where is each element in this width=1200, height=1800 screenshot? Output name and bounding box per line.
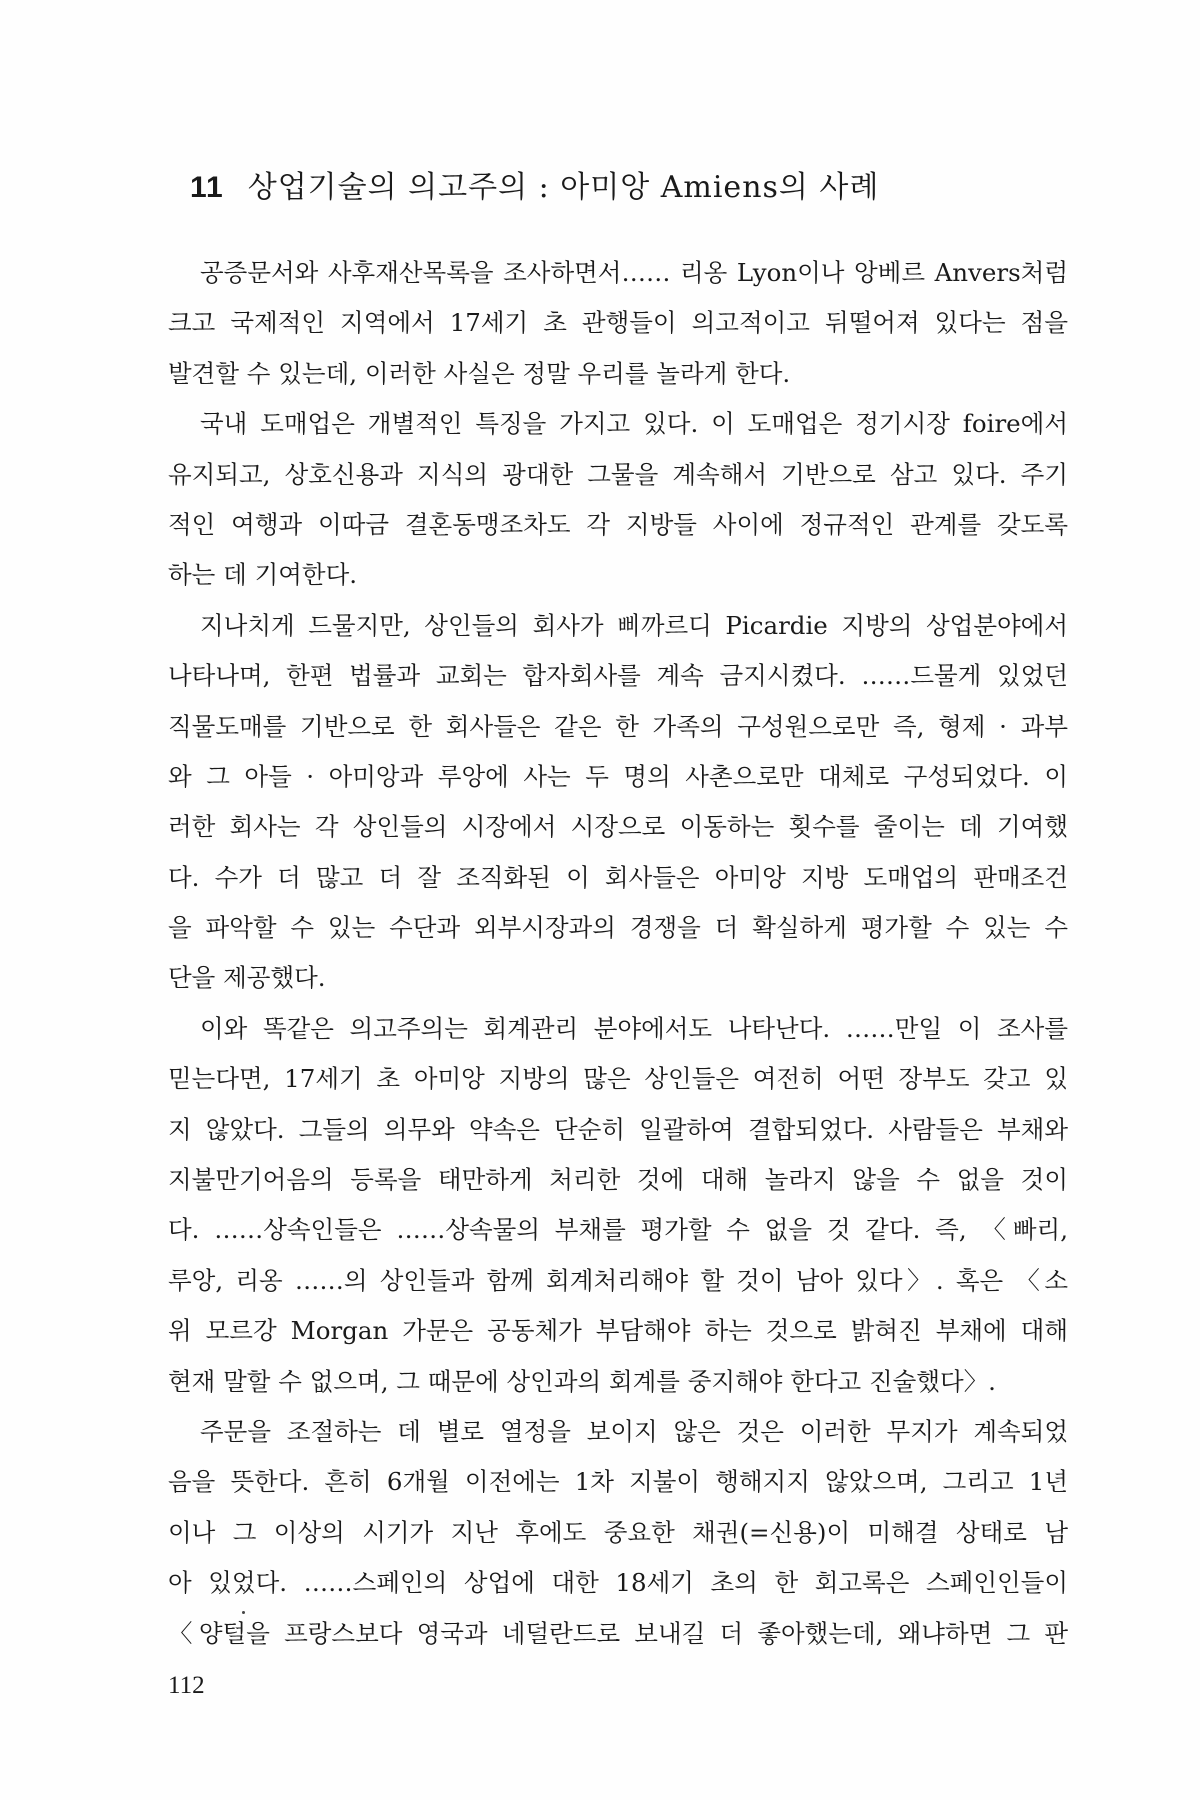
text-line: 적인 여행과 이따금 결혼동맹조차도 각 지방들 사이에 정규적인 관계를 갖도록 <box>168 509 1068 539</box>
text-line: 러한 회사는 각 상인들의 시장에서 시장으로 이동하는 횟수를 줄이는 데 기여했 <box>168 812 1068 842</box>
text-line: 지 않았다. 그들의 의무와 약속은 단순히 일괄하여 결합되었다. 사람들은 부채와 <box>168 1114 1068 1144</box>
chapter-title: 상업기술의 의고주의 : 아미앙 Amiens의 사례 <box>247 170 880 205</box>
text-line: 직물도매를 기반으로 한 회사들은 같은 한 가족의 구성원으로만 즉, 형제 · 과부 <box>168 711 1068 741</box>
text-line: 지나치게 드물지만, 상인들의 회사가 삐까르디 Picardie 지방의 상업분야에서 <box>200 610 1068 640</box>
text-line: 루앙, 리옹 ……의 상인들과 함께 회계처리해야 할 것이 남아 있다〉. 혹은 〈소 <box>168 1265 1068 1295</box>
text-line: 음을 뜻한다. 흔히 6개월 이전에는 1차 지불이 행해지지 않았으며, 그리고 1년 <box>168 1467 1068 1497</box>
page-number: 112 <box>168 1672 205 1699</box>
text-line: 와 그 아들 · 아미앙과 루앙에 사는 두 명의 사촌으로만 대체로 구성되었다. 이 <box>168 761 1068 791</box>
text-line: 을 파악할 수 있는 수단과 외부시장과의 경쟁을 더 확실하게 평가할 수 있는 수 <box>168 913 1068 943</box>
text-line: 지불만기어음의 등록을 태만하게 처리한 것에 대해 놀라지 않을 수 없을 것이 <box>168 1165 1068 1195</box>
text-line: 유지되고, 상호신용과 지식의 광대한 그물을 계속해서 기반으로 삼고 있다. 주기 <box>168 459 1068 489</box>
text-line: 공증문서와 사후재산목록을 조사하면서…… 리옹 Lyon이나 앙베르 Anvers처럼 <box>200 258 1068 287</box>
text-line: 다. ……상속인들은 ……상속물의 부채를 평가할 수 없을 것 같다. 즉, 〈빠리, <box>168 1215 1068 1245</box>
text-line: 믿는다면, 17세기 초 아미앙 지방의 많은 상인들은 여전히 어떤 장부도 갖고 있 <box>168 1064 1068 1094</box>
text-line: 크고 국제적인 지역에서 17세기 초 관행들이 의고적이고 뒤떨어져 있다는 점을 <box>168 308 1068 338</box>
text-line: 발견할 수 있는데, 이러한 사실은 정말 우리를 놀라게 한다. <box>168 358 791 388</box>
chapter-number: 11 <box>190 171 224 204</box>
scan-speck <box>242 1611 245 1614</box>
text-line: 단을 제공했다. <box>168 963 326 993</box>
text-line: 〈양털을 프랑스보다 영국과 네덜란드로 보내길 더 좋아했는데, 왜냐하면 그 판 <box>168 1618 1068 1648</box>
text-line: 이와 똑같은 의고주의는 회계관리 분야에서도 나타난다. ……만일 이 조사를 <box>200 1013 1068 1043</box>
text-line: 다. 수가 더 많고 더 잘 조직화된 이 회사들은 아미앙 지방 도매업의 판매조건 <box>168 862 1068 892</box>
text-line: 국내 도매업은 개별적인 특징을 가지고 있다. 이 도매업은 정기시장 foire에서 <box>200 409 1068 439</box>
text-line: 아 있었다. ……스페인의 상업에 대한 18세기 초의 한 회고록은 스페인인들이 <box>168 1568 1068 1598</box>
text-line: 주문을 조절하는 데 별로 열정을 보이지 않은 것은 이러한 무지가 계속되었 <box>200 1416 1068 1446</box>
text-line: 나타나며, 한편 법률과 교회는 합자회사를 계속 금지시켰다. ……드물게 있었던 <box>168 661 1068 691</box>
text-line: 현재 말할 수 없으며, 그 때문에 상인과의 회계를 중지해야 한다고 진술했다〉. <box>168 1366 996 1396</box>
body-text <box>168 248 1068 1659</box>
text-line: 위 모르강 Morgan 가문은 공동체가 부담해야 하는 것으로 밝혀진 부채에 대해 <box>168 1316 1068 1346</box>
chapter-heading <box>190 162 879 206</box>
text-line: 하는 데 기여한다. <box>168 560 358 590</box>
text-line: 이나 그 이상의 시기가 지난 후에도 중요한 채권(=신용)이 미해결 상태로 남 <box>168 1517 1068 1547</box>
